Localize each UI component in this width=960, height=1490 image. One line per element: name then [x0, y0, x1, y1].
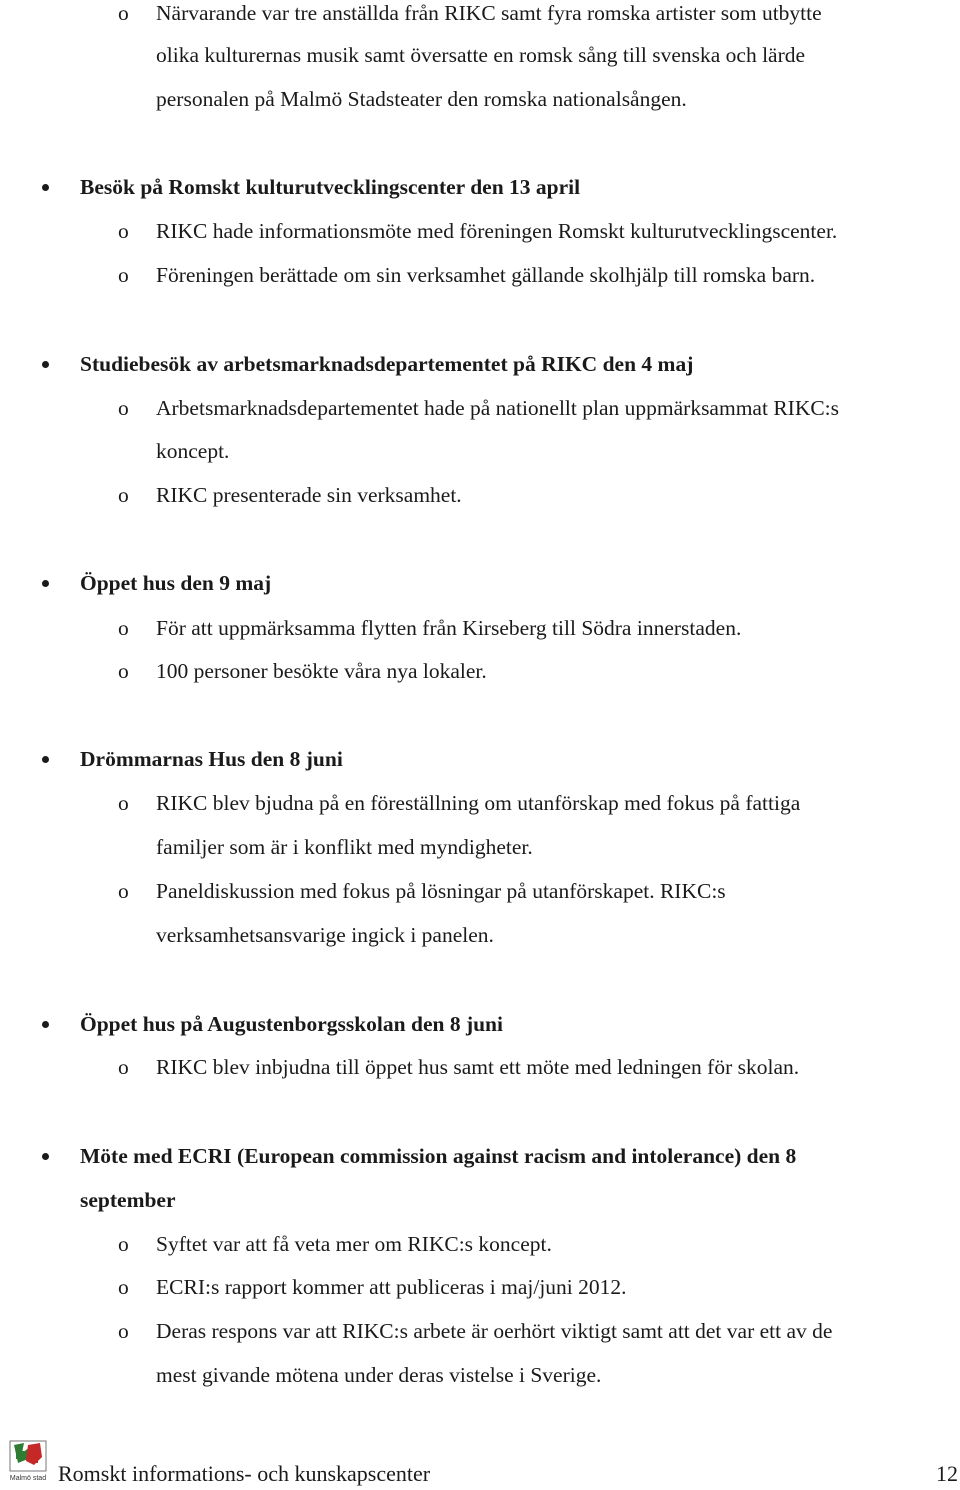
list-item-line: 100 personer besökte våra nya lokaler.	[156, 659, 487, 683]
bullet-dot-icon	[42, 184, 49, 191]
list-item-line: Föreningen berättade om sin verksamhet gällande skolhjälp till romska barn.	[156, 263, 816, 287]
bullet-dot-icon	[42, 580, 49, 587]
list-item-line: RIKC blev bjudna på en föreställning om utanförskap med fokus på fattiga	[156, 791, 801, 815]
list-item-line: RIKC presenterade sin verksamhet.	[156, 483, 462, 507]
footer-title: Romskt informations- och kunskapscenter	[58, 1461, 431, 1486]
list-item-line: familjer som är i konflikt med myndigheter.	[156, 835, 533, 859]
list-marker: o	[118, 263, 129, 287]
section-heading: Drömmarnas Hus den 8 juni	[80, 747, 343, 771]
list-item-line: olika kulturernas musik samt översatte en romsk sång till svenska och lärde	[156, 43, 806, 67]
list-item-line: Syftet var att få veta mer om RIKC:s koncept.	[156, 1232, 552, 1256]
list-item-line: För att uppmärksamma flytten från Kirseberg till Södra innerstaden.	[156, 616, 742, 640]
list-marker: o	[118, 1319, 129, 1343]
section-heading: Öppet hus den 9 maj	[80, 571, 272, 595]
list-item-line: verksamhetsansvarige ingick i panelen.	[156, 923, 494, 947]
list-item-line: Närvarande var tre anställda från RIKC samt fyra romska artister som utbytte	[156, 1, 822, 25]
section-heading: Öppet hus på Augustenborgsskolan den 8 juni	[80, 1012, 503, 1036]
list-marker: o	[118, 1275, 129, 1299]
page-number: 12	[936, 1461, 958, 1486]
list-marker: o	[118, 219, 129, 243]
list-marker: o	[118, 483, 129, 507]
section-heading: Besök på Romskt kulturutvecklingscenter den 13 april	[80, 175, 581, 199]
list-item-line: personalen på Malmö Stadsteater den romska nationalsången.	[156, 87, 687, 111]
bullet-dot-icon	[42, 1153, 49, 1160]
malmo-stad-logo-icon	[6, 1437, 50, 1485]
list-marker: o	[118, 659, 129, 683]
list-marker: o	[118, 1, 129, 25]
list-item-line: RIKC blev inbjudna till öppet hus samt ett möte med ledningen för skolan.	[156, 1055, 800, 1079]
list-marker: o	[118, 1232, 129, 1256]
list-marker: o	[118, 791, 129, 815]
list-item-line: RIKC hade informationsmöte med föreningen Romskt kulturutvecklingscenter.	[156, 219, 838, 243]
list-marker: o	[118, 396, 129, 420]
bullet-dot-icon	[42, 361, 49, 368]
list-marker: o	[118, 616, 129, 640]
list-item-line: Deras respons var att RIKC:s arbete är oerhört viktigt samt att det var ett av de	[156, 1319, 833, 1343]
section-heading: september	[80, 1188, 176, 1212]
list-item-line: mest givande mötena under deras vistelse i Sverige.	[156, 1363, 602, 1387]
list-item-line: ECRI:s rapport kommer att publiceras i maj/juni 2012.	[156, 1275, 627, 1299]
logo-label: Malmö stad	[9, 1475, 47, 1482]
bullet-dot-icon	[42, 1021, 49, 1028]
section-heading: Möte med ECRI (European commission against racism and intolerance) den 8	[80, 1144, 797, 1168]
section-heading: Studiebesök av arbetsmarknadsdepartementet på RIKC den 4 maj	[80, 352, 694, 376]
list-item-line: Arbetsmarknadsdepartementet hade på nationellt plan uppmärksammat RIKC:s	[156, 396, 840, 420]
list-marker: o	[118, 879, 129, 903]
list-item-line: koncept.	[156, 439, 230, 463]
list-marker: o	[118, 1055, 129, 1079]
list-item-line: Paneldiskussion med fokus på lösningar på utanförskapet. RIKC:s	[156, 879, 726, 903]
bullet-dot-icon	[42, 756, 49, 763]
